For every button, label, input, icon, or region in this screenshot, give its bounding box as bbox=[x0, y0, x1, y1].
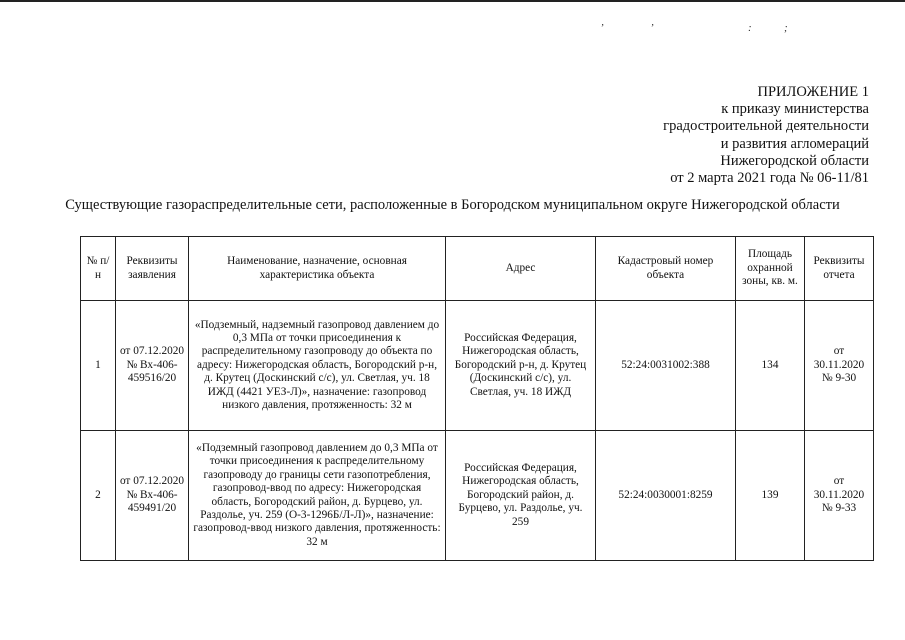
cell-application: от 07.12.2020 № Вх-406-459491/20 bbox=[116, 431, 189, 561]
cell-address: Российская Федерация, Нижегородская область, Богородский район, д. Бурцево, ул. Раздолье, уч. 259 bbox=[446, 431, 596, 561]
cell-address: Российская Федерация, Нижегородская область, Богородский р-н, д. Крутец (Доскинский с/с), ул. Светлая, уч. 18 ИЖД bbox=[446, 301, 596, 431]
cell-area: 134 bbox=[736, 301, 805, 431]
header-number: № п/н bbox=[81, 237, 116, 301]
cell-number: 2 bbox=[81, 431, 116, 561]
cell-application: от 07.12.2020 № Вх-406-459516/20 bbox=[116, 301, 189, 431]
table-row bbox=[81, 301, 874, 431]
appendix-header bbox=[549, 84, 869, 187]
header-cadastral: Кадастровый номер объекта bbox=[596, 237, 736, 301]
appendix-line: от 2 марта 2021 года № 06-11/81 bbox=[670, 170, 869, 187]
gas-network-table bbox=[80, 236, 874, 561]
header-description: Наименование, назначение, основная характеристика объекта bbox=[189, 237, 446, 301]
appendix-line: к приказу министерства bbox=[721, 101, 869, 118]
scan-speck: ʼ bbox=[600, 22, 604, 34]
scan-speck: : bbox=[748, 22, 752, 34]
table-row bbox=[81, 431, 874, 561]
appendix-line: градостроительной деятельности bbox=[663, 118, 869, 135]
cell-cadastral: 52:24:0031002:388 bbox=[596, 301, 736, 431]
cell-area: 139 bbox=[736, 431, 805, 561]
appendix-line: и развития агломераций bbox=[720, 135, 869, 152]
table-header-row bbox=[81, 237, 874, 301]
scan-speck: ʼ bbox=[650, 22, 654, 34]
header-application: Реквизиты заявления bbox=[116, 237, 189, 301]
cell-number: 1 bbox=[81, 301, 116, 431]
cell-report: от 30.11.2020 № 9-30 bbox=[805, 301, 874, 431]
header-address: Адрес bbox=[446, 237, 596, 301]
header-report: Реквизиты отчета bbox=[805, 237, 874, 301]
cell-cadastral: 52:24:0030001:8259 bbox=[596, 431, 736, 561]
cell-description: «Подземный, надземный газопровод давлением до 0,3 МПа от точки присоединения к распределительному газопроводу до объекта по адресу: Нижегородская область, Богородский р-н, д. Крутец (Доскинский с/с), ул. Светлая, уч. 18 ИЖД (4421 УЕЗ-Л)», назначение: газопровод низкого давления, протяженность: 32 м bbox=[189, 301, 446, 431]
appendix-title: ПРИЛОЖЕНИЕ 1 bbox=[757, 84, 869, 100]
document-title: Существующие газораспределительные сети, расположенные в Богородском муниципальном округе Нижегородской области bbox=[65, 197, 840, 213]
scan-top-edge bbox=[0, 0, 905, 2]
header-area: Площадь охранной зоны, кв. м. bbox=[736, 237, 805, 301]
appendix-line: Нижегородской области bbox=[720, 152, 869, 169]
cell-report: от 30.11.2020 № 9-33 bbox=[805, 431, 874, 561]
scan-speck: ; bbox=[784, 22, 788, 34]
cell-description: «Подземный газопровод давлением до 0,3 МПа от точки присоединения к распределительному газопроводу до границы сети газопотребления, газопровод-ввод по адресу: Нижегородская область, Богородский район, д. Бурцево, ул. Раздолье, уч. 259 (О-3-1296Б/Л-Л)», назначение: газопровод-ввод низкого давления, протяженность: 32 м bbox=[189, 431, 446, 561]
